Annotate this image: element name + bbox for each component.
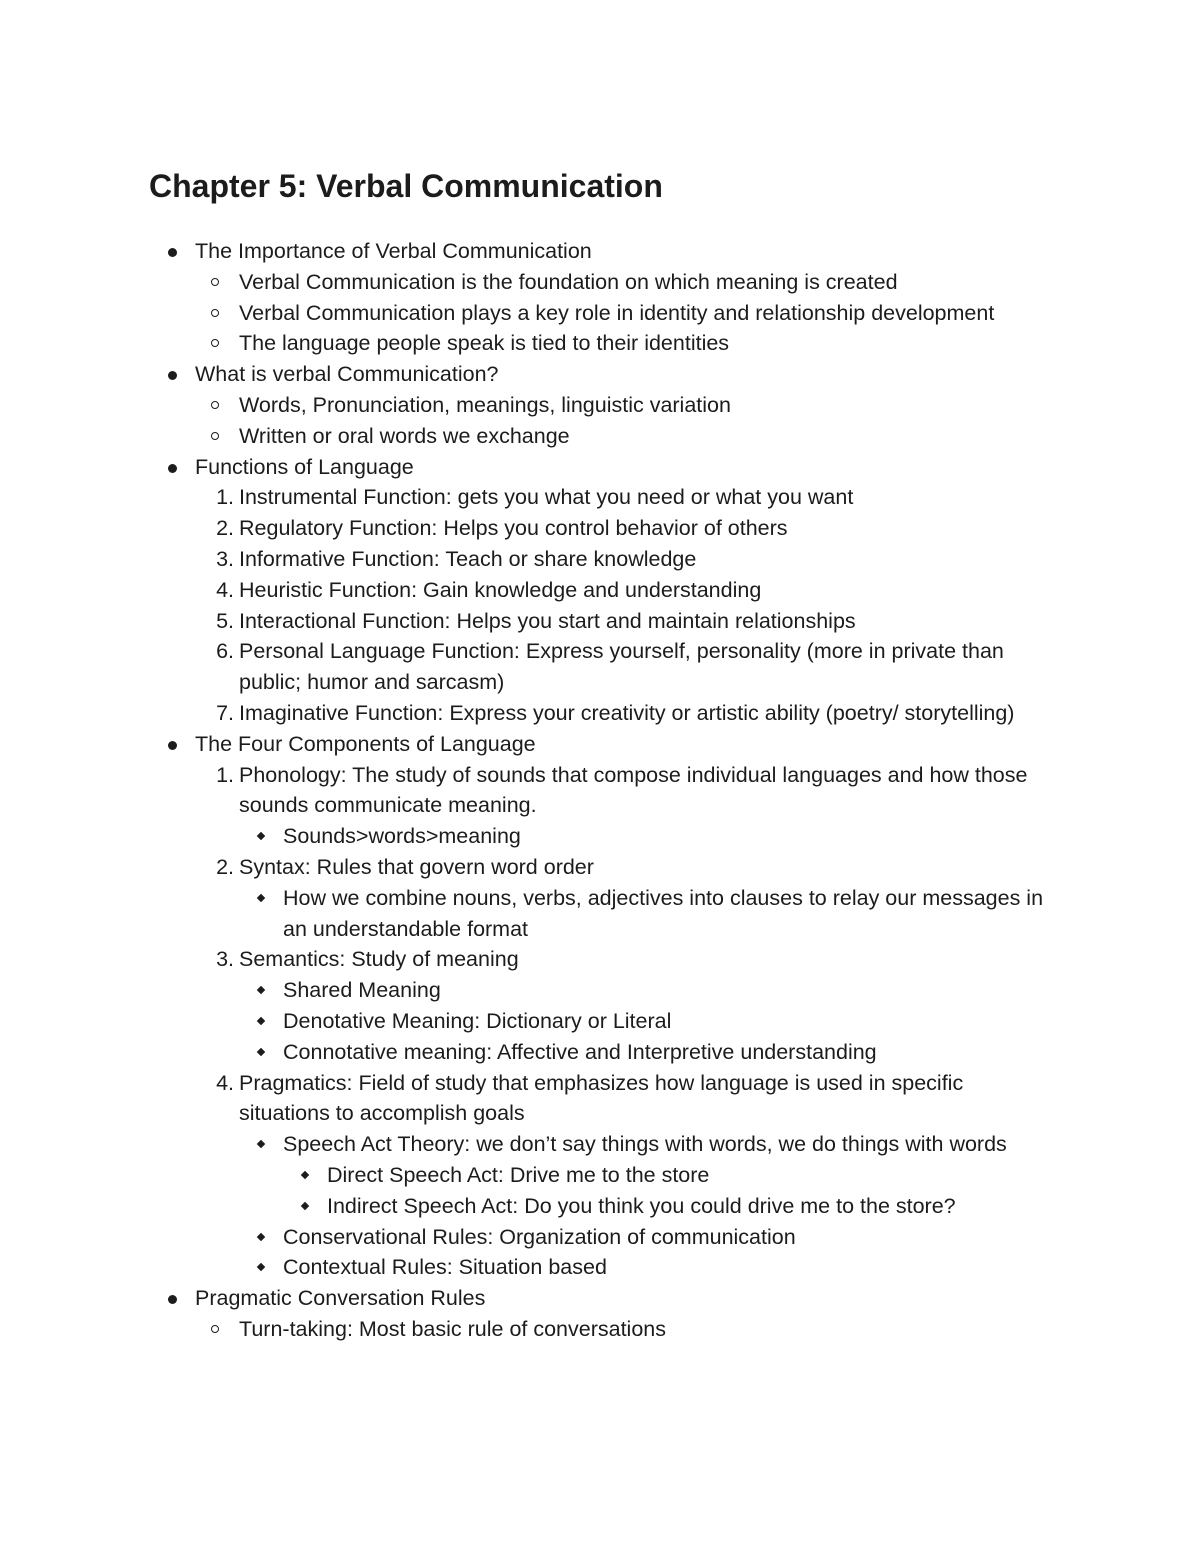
- list-number: 1.: [216, 762, 234, 787]
- outline-item-level-2: [0, 1314, 1200, 1345]
- list-number: 2.: [216, 516, 234, 541]
- outline-item-level-2: [0, 760, 1200, 822]
- outline-item-text: Connotative meaning: Affective and Interpretive understanding: [283, 1039, 877, 1064]
- list-number: 4.: [216, 1070, 234, 1095]
- outline-item-level-2: [0, 298, 1200, 329]
- outline-item-text: Functions of Language: [195, 454, 414, 479]
- bullet-diamond-icon: [257, 883, 266, 914]
- outline-item-level-2: [0, 636, 1200, 698]
- outline-item-text: Regulatory Function: Helps you control behavior of others: [239, 516, 788, 541]
- outline-item-level-3: [0, 975, 1200, 1006]
- outline-item-level-2: [0, 1068, 1200, 1130]
- outline-item-text: Semantics: Study of meaning: [239, 947, 519, 972]
- outline-item-level-1: [0, 359, 1200, 390]
- outline-item-level-3: [0, 1222, 1200, 1253]
- bullet-circle-icon: [211, 421, 221, 452]
- outline-item-level-3: [0, 821, 1200, 852]
- outline-item-level-2: [0, 575, 1200, 606]
- outline-item-text: The Importance of Verbal Communication: [195, 239, 592, 263]
- outline-item-level-3: [0, 883, 1200, 945]
- outline-item-text: What is verbal Communication?: [195, 362, 499, 387]
- bullet-diamond-icon: [301, 1191, 310, 1222]
- list-number: 7.: [216, 700, 234, 725]
- outline-item-text: Written or oral words we exchange: [239, 423, 570, 448]
- bullet-diamond-icon: [257, 1252, 266, 1283]
- outline-item-text: Verbal Communication plays a key role in identity and relationship development: [239, 300, 995, 325]
- outline-item-level-3: [0, 1037, 1200, 1068]
- outline-item-text: Pragmatics: Field of study that emphasizes how language is used in specific situations to accomplish goals: [239, 1070, 964, 1126]
- bullet-diamond-icon: [257, 1037, 266, 1068]
- outline-item-text: Pragmatic Conversation Rules: [195, 1286, 486, 1311]
- outline-item-text: The language people speak is tied to their identities: [239, 331, 730, 356]
- outline-item-text: Turn-taking: Most basic rule of conversations: [239, 1316, 666, 1341]
- outline-item-text: How we combine nouns, verbs, adjectives into clauses to relay our messages in an understandable format: [283, 885, 1044, 941]
- bullet-dot-icon: [168, 452, 177, 483]
- bullet-circle-icon: [211, 328, 221, 359]
- outline-item-text: Imaginative Function: Express your creativity or artistic ability (poetry/ storytelling): [239, 700, 1015, 725]
- bullet-diamond-icon: [301, 1160, 310, 1191]
- outline-item-level-1: [0, 1283, 1200, 1314]
- bullet-diamond-icon: [257, 975, 266, 1006]
- bullet-dot-icon: [168, 729, 177, 760]
- outline-item-level-4: [0, 1160, 1200, 1191]
- outline-item-level-2: [0, 421, 1200, 452]
- bullet-diamond-icon: [257, 1129, 266, 1160]
- outline-item-level-3: [0, 1129, 1200, 1160]
- outline-item-level-1: [0, 729, 1200, 760]
- outline-item-text: Informative Function: Teach or share knowledge: [239, 546, 697, 571]
- bullet-circle-icon: [211, 298, 221, 329]
- outline-item-text: Heuristic Function: Gain knowledge and understanding: [239, 577, 762, 602]
- outline-item-text: Instrumental Function: gets you what you need or what you want: [239, 485, 854, 510]
- outline-item-text: Conservational Rules: Organization of communication: [283, 1224, 796, 1249]
- bullet-diamond-icon: [257, 821, 266, 852]
- outline-item-text: Phonology: The study of sounds that compose individual languages and how those sounds communicate meaning.: [239, 762, 1028, 818]
- outline-item-level-4: [0, 1191, 1200, 1222]
- outline-item-text: Words, Pronunciation, meanings, linguistic variation: [239, 392, 731, 417]
- outline-item-level-2: [0, 267, 1200, 298]
- outline-item-level-2: [0, 328, 1200, 359]
- outline-item-text: Direct Speech Act: Drive me to the store: [327, 1162, 710, 1187]
- outline-item-level-2: [0, 544, 1200, 575]
- outline-item-level-3: [0, 1252, 1200, 1283]
- list-number: 5.: [216, 608, 234, 633]
- outline-item-text: Interactional Function: Helps you start and maintain relationships: [239, 608, 856, 633]
- outline-item-level-2: [0, 513, 1200, 544]
- outline-item-text: The Four Components of Language: [195, 731, 536, 756]
- outline-item-level-2: [0, 944, 1200, 975]
- outline-item-text: Sounds>words>meaning: [283, 824, 521, 849]
- outline-item-level-3: [0, 1006, 1200, 1037]
- bullet-circle-icon: [211, 390, 221, 421]
- outline-item-level-2: [0, 606, 1200, 637]
- outline-item-level-2: [0, 852, 1200, 883]
- outline-item-level-2: [0, 698, 1200, 729]
- outline-item-level-1: [0, 452, 1200, 483]
- bullet-diamond-icon: [257, 1222, 266, 1253]
- outline-item-text: Indirect Speech Act: Do you think you could drive me to the store?: [327, 1193, 956, 1218]
- page-title: Chapter 5: Verbal Communication: [149, 168, 663, 204]
- outline-item-text: Contextual Rules: Situation based: [283, 1255, 607, 1280]
- outline-item-text: Denotative Meaning: Dictionary or Literal: [283, 1008, 672, 1033]
- bullet-diamond-icon: [257, 1006, 266, 1037]
- list-number: 6.: [216, 639, 234, 664]
- outline-item-text: Personal Language Function: Express yourself, personality (more in private than public; humor and sarcasm): [239, 639, 1004, 695]
- outline-item-level-2: [0, 482, 1200, 513]
- outline-list: [0, 236, 1200, 1345]
- list-number: 4.: [216, 577, 234, 602]
- list-number: 3.: [216, 947, 234, 972]
- bullet-dot-icon: [168, 1283, 177, 1314]
- outline-item-text: Speech Act Theory: we don’t say things with words, we do things with words: [283, 1132, 1007, 1157]
- bullet-circle-icon: [211, 267, 221, 298]
- outline-item-text: Syntax: Rules that govern word order: [239, 854, 594, 879]
- list-number: 1.: [216, 485, 234, 510]
- bullet-circle-icon: [211, 1314, 221, 1345]
- outline-item-text: Shared Meaning: [283, 978, 441, 1003]
- list-number: 3.: [216, 546, 234, 571]
- outline-item-level-2: [0, 390, 1200, 421]
- list-number: 2.: [216, 854, 234, 879]
- bullet-dot-icon: [168, 359, 177, 390]
- bullet-dot-icon: [168, 236, 177, 267]
- outline-item-level-1: [0, 236, 1200, 267]
- outline-item-text: Verbal Communication is the foundation on which meaning is created: [239, 269, 898, 294]
